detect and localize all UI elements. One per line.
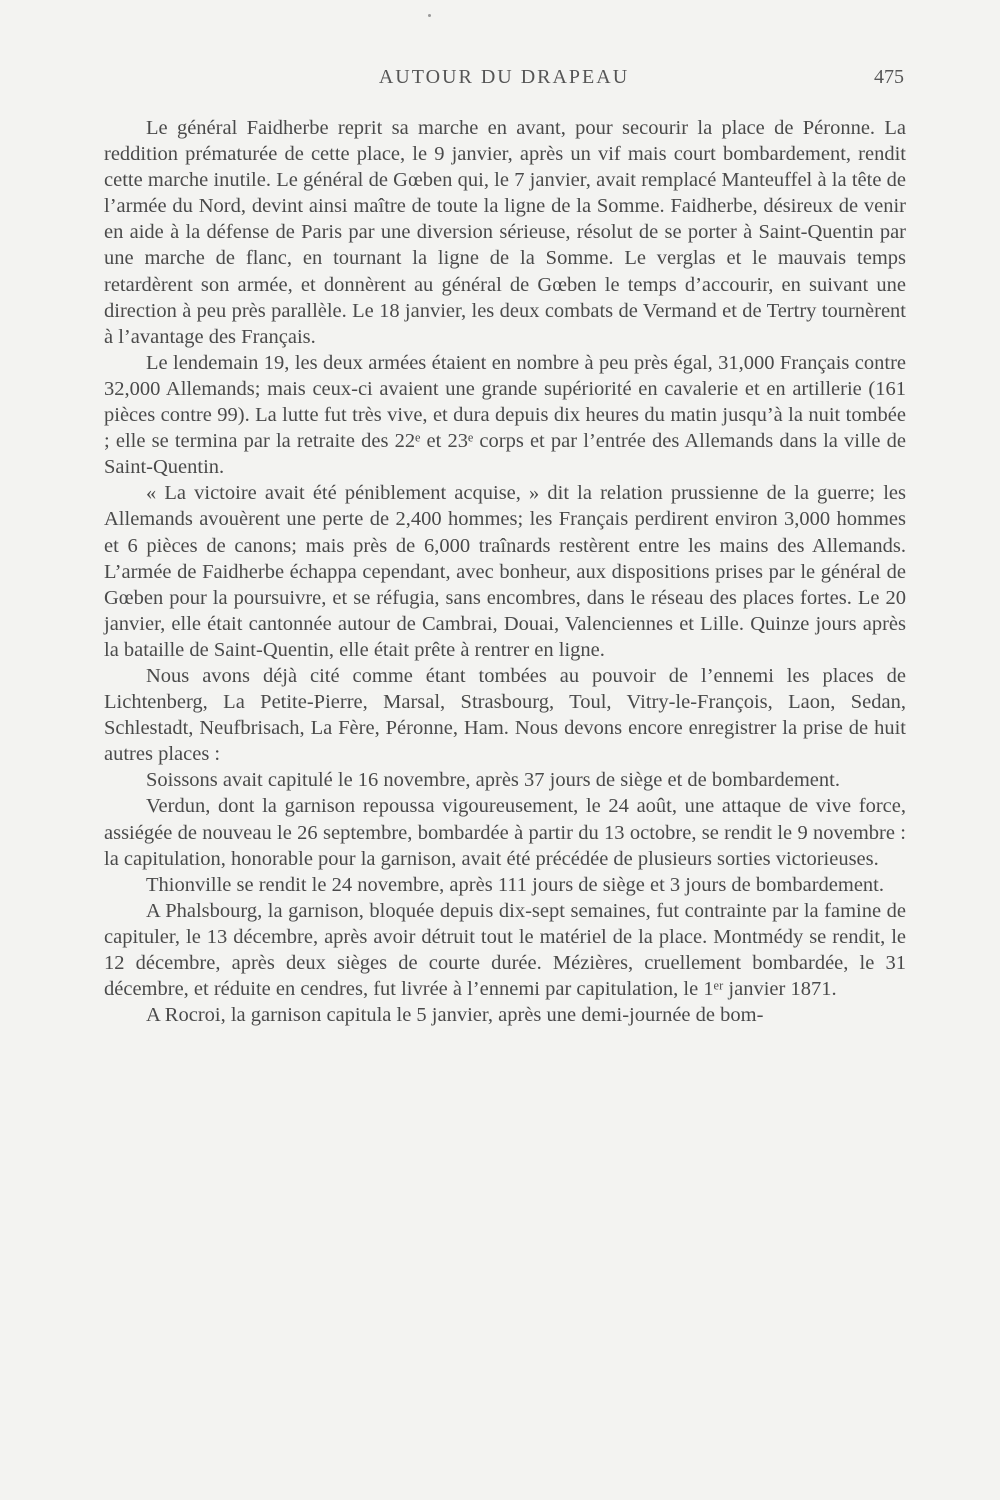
body-text: [104, 115, 906, 1028]
paragraph: A Phalsbourg, la garnison, bloquée depuis dix-sept semaines, fut contrainte par la famine de capituler, le 13 décembre, après avoir détruit tout le matériel de la place. Montmédy se rendit, le 12 décembre, après deux sièges de courte durée. Mézières, cruellement bombardée, le 31 décembre, et réduite en cendres, fut livrée à l’ennemi par capitulation, le 1ᵉʳ janvier 1871.: [104, 899, 906, 1001]
paragraph: Le lendemain 19, les deux armées étaient en nombre à peu près égal, 31,000 Français contre 32,000 Allemands; mais ceux-ci avaient une grande supériorité en cavalerie et en artillerie (161 pièces contre 99). La lutte fut très vive, et dura depuis dix heures du matin jusqu’à la nuit tombée ; elle se termina par la retraite des 22ᵉ et 23ᵉ corps et par l’entrée des Allemands dans la ville de Saint-Quentin.: [104, 351, 906, 479]
paragraph: Le général Faidherbe reprit sa marche en avant, pour secourir la place de Péronne. La reddition prématurée de cette place, le 9 janvier, après un vif mais court bombardement, rendit cette marche inutile. Le général de Gœben qui, le 7 janvier, avait remplacé Manteuffel à la tête de l’armée du Nord, devint ainsi maître de toute la ligne de la Somme. Faidherbe, désireux de venir en aide à la défense de Paris par une diversion sérieuse, résolut de se porter à Saint-Quentin par une marche de flanc, en tournant la ligne de la Somme. Le verglas et le mauvais temps retardèrent son armée, et donnèrent au général de Gœben le temps d’accourir, en suivant une direction à peu près parallèle. Le 18 janvier, les deux combats de Vermand et de Tertry tournèrent à l’avantage des Français.: [104, 117, 906, 348]
paragraph: Thionville se rendit le 24 novembre, après 111 jours de siège et 3 jours de bombardement.: [146, 873, 884, 896]
paragraph: A Rocroi, la garnison capitula le 5 janvier, après une demi-journée de bom-: [146, 1004, 764, 1027]
paragraph: Nous avons déjà cité comme étant tombées au pouvoir de l’ennemi les places de Lichtenberg, La Petite-Pierre, Marsal, Strasbourg, Toul, Vitry-le-François, Laon, Sedan, Schlestadt, Neufbrisach, La Fère, Péronne, Ham. Nous devons encore enregistrer la prise de huit autres places :: [104, 664, 906, 766]
running-header: [104, 66, 904, 100]
page-speck: [428, 14, 431, 17]
paragraph: Soissons avait capitulé le 16 novembre, après 37 jours de siège et de bombardement.: [146, 769, 840, 792]
paragraph: « La victoire avait été péniblement acquise, » dit la relation prussienne de la guerre; les Allemands avouèrent une perte de 2,400 hommes; les Français perdirent environ 3,000 hommes et 6 pièces de canons; mais près de 6,000 traînards restèrent entre les mains des Allemands. L’armée de Faidherbe échappa cependant, avec bonheur, aux dispositions prises par le général de Gœben pour la poursuivre, et se réfugia, sans encombres, dans le réseau des places fortes. Le 20 janvier, elle était cantonnée autour de Cambrai, Douai, Valenciennes et Lille. Quinze jours après la bataille de Saint-Quentin, elle était prête à rentrer en ligne.: [104, 482, 906, 661]
running-title: AUTOUR DU DRAPEAU: [378, 66, 630, 88]
page-number: 475: [874, 66, 904, 88]
paragraph: Verdun, dont la garnison repoussa vigoureusement, le 24 août, une attaque de vive force, assiégée de nouveau le 26 septembre, bombardée à partir du 13 octobre, se rendit le 9 novembre : la capitulation, honorable pour la garnison, avait été précédée de plusieurs sorties victorieuses.: [104, 795, 906, 870]
